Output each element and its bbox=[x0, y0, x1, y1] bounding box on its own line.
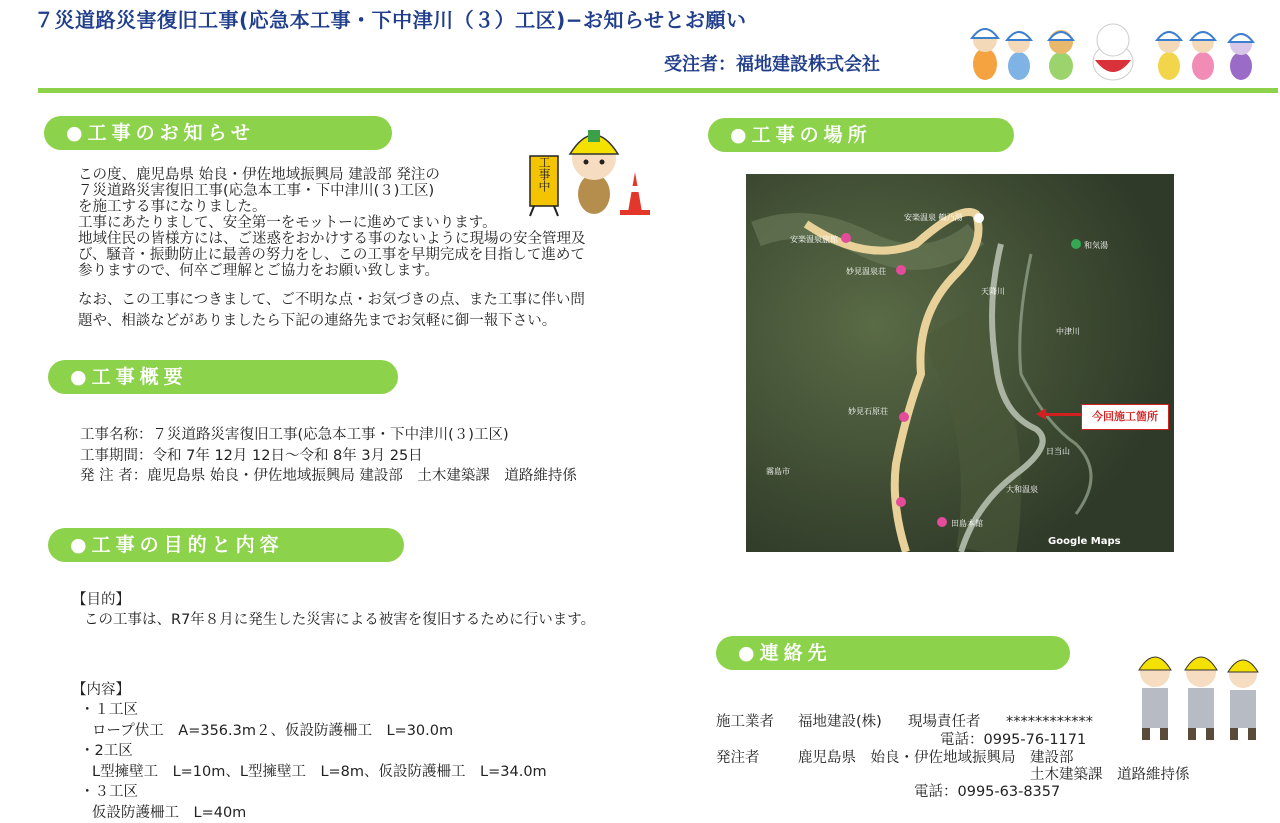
map-credit: Google Maps bbox=[1048, 536, 1121, 547]
content-detail: ロープ伏工 A=356.3m２、仮設防護柵工 L=30.0m bbox=[80, 721, 547, 742]
notice-line: を施工する事になりました。 bbox=[78, 199, 586, 215]
map-place-label: 田島本館 bbox=[951, 518, 983, 528]
purpose-label: 【目的】 bbox=[72, 590, 130, 611]
notice-closing bbox=[78, 290, 585, 331]
client-phone: 電話：0995-63-8357 bbox=[914, 783, 1060, 801]
section-heading-purpose: ●工事の目的と内容 bbox=[48, 528, 404, 562]
header-divider bbox=[38, 88, 1278, 93]
client-name: 鹿児島県 始良・伊佐地域振興局 建設部 bbox=[798, 749, 1074, 767]
mascot-characters-illustration bbox=[965, 14, 1265, 84]
builder-name: 福地建設(株) bbox=[798, 713, 882, 731]
map-place-label: 安楽温泉 鶴乃湯 bbox=[904, 212, 963, 222]
overview-line: 工事名称：７災道路災害復旧工事(応急本工事・下中津川(３)工区) bbox=[80, 425, 577, 446]
notice-line: 工事にあたりまして、安全第一をモットーに進めてまいります。 bbox=[78, 215, 586, 231]
content-detail: 仮設防護柵工 L=40m bbox=[80, 803, 547, 823]
overview-line: 工事期間：令和 7年 12月 12日〜令和 8年 3月 25日 bbox=[80, 446, 577, 467]
map-pointer-arrow bbox=[1040, 413, 1082, 416]
section-heading-notice: ●工事のお知らせ bbox=[44, 116, 392, 150]
content-label: 【内容】 bbox=[72, 680, 130, 701]
client-label: 発注者 bbox=[716, 749, 760, 767]
notice-line: 地域住民の皆様方には、ご迷惑をおかけする事のないように現場の安全管理及 bbox=[78, 231, 586, 247]
content-section: ・１工区 bbox=[80, 700, 547, 721]
overview-line: 発 注 者：鹿児島県 始良・伊佐地域振興局 建設部 土木建築課 道路維持係 bbox=[80, 466, 577, 487]
section-heading-contact: ●連絡先 bbox=[716, 636, 1070, 670]
content-list bbox=[80, 700, 547, 823]
map-place-label: 妙見石原荘 bbox=[848, 406, 888, 416]
notice-line: 参りますので、何卒ご理解とご協力をお願い致します。 bbox=[78, 263, 586, 279]
map-place-label: 霧島市 bbox=[766, 466, 790, 476]
purpose-text: この工事は、R7年８月に発生した災害による被害を復旧するために行います。 bbox=[84, 610, 595, 631]
contractor-name: 受注者：福地建設株式会社 bbox=[664, 50, 880, 76]
arrowhead-icon bbox=[1036, 408, 1046, 420]
map-satellite-image bbox=[746, 174, 1174, 552]
content-detail: L型擁壁工 L=10m、L型擁壁工 L=8m、仮設防護柵工 L=34.0m bbox=[80, 762, 547, 783]
section-heading-overview: ●工事概要 bbox=[48, 360, 398, 394]
map-place-label: 中津川 bbox=[1056, 326, 1080, 336]
map-place-label: 和気湯 bbox=[1084, 240, 1108, 250]
location-map bbox=[746, 174, 1174, 552]
manager-name: ************ bbox=[1006, 713, 1093, 731]
notice-line: び、騒音・振動防止に最善の努力をし、この工事を早期完成を目指して進めて bbox=[78, 247, 586, 263]
section-heading-location: ●工事の場所 bbox=[708, 118, 1014, 152]
construction-worker-illustration bbox=[524, 116, 664, 218]
content-section: ・2工区 bbox=[80, 741, 547, 762]
map-place-label: 大和温泉 bbox=[1006, 484, 1038, 494]
content-section: ・３工区 bbox=[80, 782, 547, 803]
manager-label: 現場責任者 bbox=[908, 713, 981, 731]
builder-label: 施工業者 bbox=[716, 713, 774, 731]
builder-phone: 電話：0995-76-1171 bbox=[940, 731, 1086, 749]
notice-closing-line: なお、この工事につきまして、ご不明な点・お気づきの点、また工事に伴い問 bbox=[78, 290, 585, 311]
three-workers-illustration bbox=[1126, 640, 1268, 744]
page-title: ７災道路災害復旧工事(応急本工事・下中津川（３）工区)−お知らせとお願い bbox=[34, 4, 746, 33]
map-place-label: 妙見温泉荘 bbox=[846, 266, 886, 276]
map-place-label: 日当山 bbox=[1046, 446, 1070, 456]
notice-body bbox=[78, 167, 586, 279]
map-place-label: 安楽温泉旅館 bbox=[790, 234, 838, 244]
map-site-label: 今回施工箇所 bbox=[1081, 404, 1169, 430]
overview-body bbox=[80, 425, 577, 487]
notice-line: この度、鹿児島県 始良・伊佐地域振興局 建設部 発注の bbox=[78, 167, 586, 183]
notice-closing-line: 題や、相談などがありましたら下記の連絡先までお気軽に御一報下さい。 bbox=[78, 311, 585, 332]
notice-line: ７災道路災害復旧工事(応急本工事・下中津川(３)工区) bbox=[78, 183, 586, 199]
map-place-label: 天降川 bbox=[981, 286, 1005, 296]
client-dept: 土木建築課 道路維持係 bbox=[1030, 766, 1190, 784]
sign-text: 工事中 bbox=[537, 156, 551, 192]
